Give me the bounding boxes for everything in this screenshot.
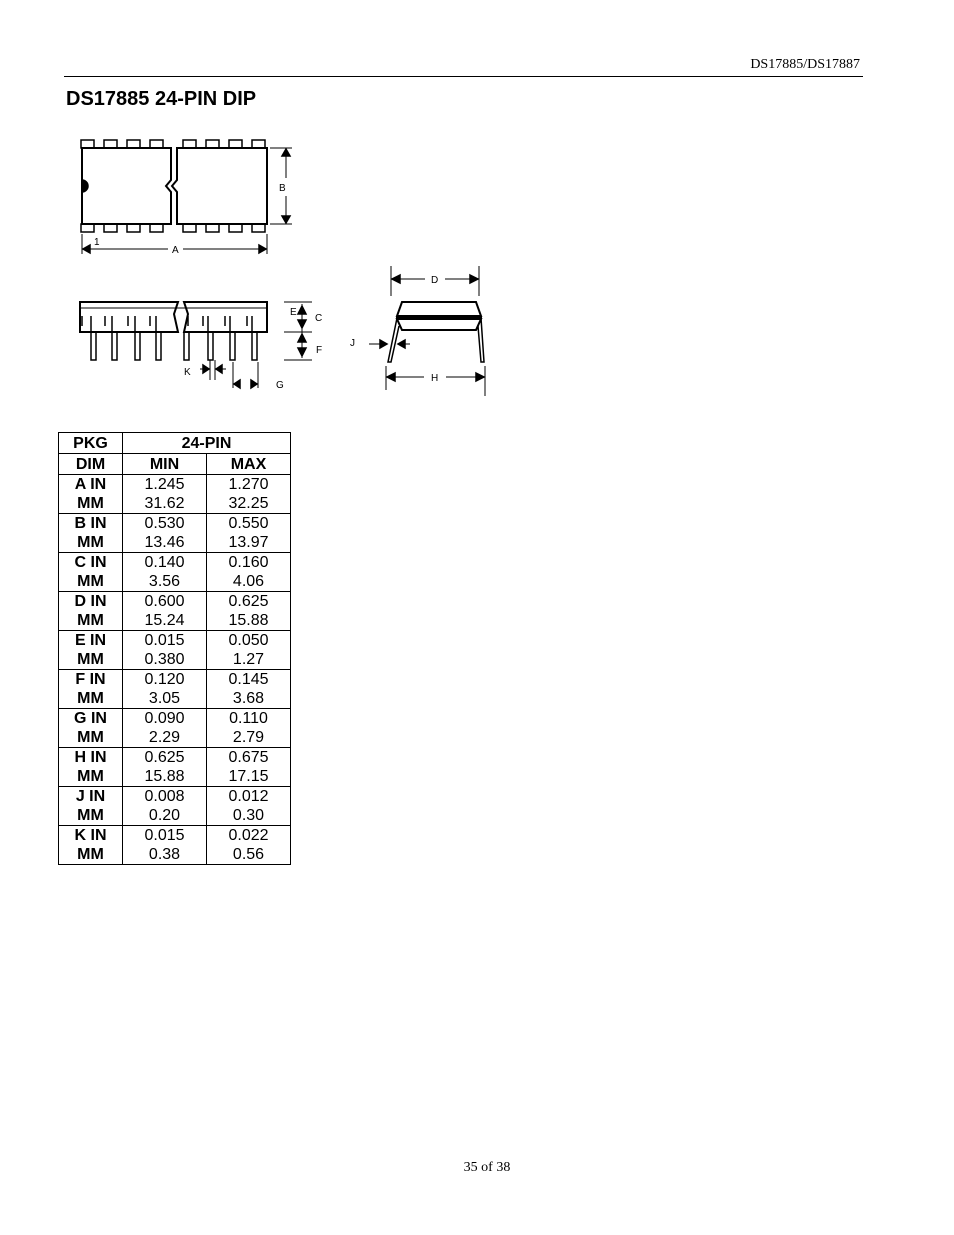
max-cell-inches: 0.550 xyxy=(228,515,269,532)
table-header-row xyxy=(59,433,291,454)
max-cell-millimeters: 3.68 xyxy=(232,690,265,707)
dim-cell-millimeters: MM xyxy=(77,768,104,785)
max-cell-inches: 0.022 xyxy=(228,827,269,844)
min-cell xyxy=(123,514,207,553)
max-cell xyxy=(207,475,291,514)
max-cell-inches: 0.110 xyxy=(229,710,268,727)
min-cell-millimeters: 15.88 xyxy=(144,768,185,785)
min-cell-inches: 0.090 xyxy=(144,710,185,727)
table-header-row xyxy=(59,454,291,475)
table-row xyxy=(59,826,291,865)
max-cell-inches: 0.050 xyxy=(228,632,269,649)
max-cell-inches: 0.160 xyxy=(228,554,269,571)
min-cell xyxy=(123,631,207,670)
min-cell-millimeters: 15.24 xyxy=(144,612,185,629)
min-cell-inches: 0.008 xyxy=(144,788,185,805)
dim-cell-millimeters: MM xyxy=(77,534,104,551)
package-header: 24-PIN xyxy=(123,433,291,454)
dim-cell-millimeters: MM xyxy=(77,690,104,707)
min-cell-inches: 0.140 xyxy=(144,554,185,571)
dim-label-h: H xyxy=(431,373,439,384)
dim-cell-inches: E IN xyxy=(74,632,107,649)
dim-cell-inches: D IN xyxy=(74,593,107,610)
header-part-numbers: DS17885/DS17887 xyxy=(750,57,860,72)
dim-header: DIM xyxy=(59,454,123,475)
max-cell xyxy=(207,592,291,631)
dim-label-g: G xyxy=(276,380,284,391)
dim-cell-millimeters: MM xyxy=(77,573,104,590)
dim-label-e: E xyxy=(290,307,297,318)
dim-cell-millimeters: MM xyxy=(77,612,104,629)
page-number: 35 of 38 xyxy=(463,1160,511,1175)
max-cell-millimeters: 2.79 xyxy=(232,729,265,746)
table-row xyxy=(59,787,291,826)
table-row xyxy=(59,475,291,514)
dim-cell xyxy=(59,748,123,787)
dim-cell-inches: B IN xyxy=(74,515,107,532)
min-cell-inches: 0.015 xyxy=(144,827,185,844)
min-cell xyxy=(123,748,207,787)
dim-cell-inches: G IN xyxy=(74,710,107,727)
max-cell xyxy=(207,709,291,748)
min-cell xyxy=(123,826,207,865)
dim-label-k: K xyxy=(184,367,191,378)
package-drawing xyxy=(60,130,500,400)
table-row xyxy=(59,670,291,709)
max-cell-millimeters: 0.56 xyxy=(232,846,265,863)
dim-label-b: B xyxy=(279,183,286,194)
dim-cell-inches: K IN xyxy=(74,827,107,844)
max-cell-inches: 0.625 xyxy=(228,593,269,610)
min-cell-millimeters: 0.20 xyxy=(148,807,181,824)
min-cell-millimeters: 31.62 xyxy=(144,495,185,512)
max-cell-inches: 0.012 xyxy=(228,788,269,805)
dim-cell-inches: J IN xyxy=(75,788,106,805)
header-rule xyxy=(64,76,863,77)
min-cell-inches: 0.625 xyxy=(144,749,185,766)
dim-label-j: J xyxy=(350,338,355,349)
dim-cell xyxy=(59,787,123,826)
max-cell-millimeters: 13.97 xyxy=(228,534,269,551)
table-row xyxy=(59,592,291,631)
dim-cell-millimeters: MM xyxy=(77,846,104,863)
dim-cell xyxy=(59,553,123,592)
min-cell xyxy=(123,553,207,592)
min-header: MIN xyxy=(123,454,207,475)
table-row xyxy=(59,514,291,553)
dimensions-table xyxy=(58,432,291,865)
min-cell xyxy=(123,670,207,709)
min-cell-inches: 1.245 xyxy=(144,476,185,493)
table-row xyxy=(59,748,291,787)
pin-one-label: 1 xyxy=(94,237,100,248)
dim-cell-inches: A IN xyxy=(74,476,107,493)
table-row xyxy=(59,553,291,592)
dim-label-f: F xyxy=(316,345,323,356)
max-header: MAX xyxy=(207,454,291,475)
dim-label-d: D xyxy=(431,275,439,286)
min-cell-inches: 0.120 xyxy=(144,671,185,688)
min-cell xyxy=(123,709,207,748)
min-cell-inches: 0.015 xyxy=(144,632,185,649)
side-view xyxy=(80,302,312,388)
min-cell-millimeters: 3.56 xyxy=(148,573,181,590)
dim-cell-millimeters: MM xyxy=(77,807,104,824)
dim-cell xyxy=(59,670,123,709)
max-cell xyxy=(207,631,291,670)
dim-cell-millimeters: MM xyxy=(77,495,104,512)
dim-cell-inches: C IN xyxy=(74,554,107,571)
min-cell-millimeters: 0.380 xyxy=(144,651,185,668)
max-cell-inches: 1.270 xyxy=(228,476,269,493)
max-cell xyxy=(207,748,291,787)
max-cell-millimeters: 32.25 xyxy=(228,495,269,512)
min-cell-millimeters: 3.05 xyxy=(148,690,181,707)
min-cell xyxy=(123,787,207,826)
max-cell-millimeters: 4.06 xyxy=(232,573,265,590)
min-cell-millimeters: 13.46 xyxy=(144,534,185,551)
min-cell xyxy=(123,475,207,514)
max-cell xyxy=(207,553,291,592)
max-cell-millimeters: 1.27 xyxy=(232,651,265,668)
table-body xyxy=(59,475,291,865)
min-cell-inches: 0.530 xyxy=(144,515,185,532)
max-cell-millimeters: 17.15 xyxy=(228,768,269,785)
max-cell xyxy=(207,787,291,826)
dim-cell-millimeters: MM xyxy=(77,651,104,668)
min-cell xyxy=(123,592,207,631)
dim-cell xyxy=(59,631,123,670)
dim-cell-inches: H IN xyxy=(74,749,107,766)
page-title: DS17885 24-PIN DIP xyxy=(66,88,257,110)
min-cell-millimeters: 0.38 xyxy=(148,846,181,863)
table-row xyxy=(59,709,291,748)
min-cell-millimeters: 2.29 xyxy=(148,729,181,746)
dim-cell xyxy=(59,826,123,865)
max-cell-inches: 0.145 xyxy=(228,671,269,688)
max-cell-millimeters: 0.30 xyxy=(232,807,265,824)
top-view xyxy=(81,140,292,254)
dim-cell xyxy=(59,592,123,631)
max-cell-inches: 0.675 xyxy=(228,749,269,766)
dim-cell-inches: F IN xyxy=(75,671,106,688)
table-row xyxy=(59,631,291,670)
dim-cell-millimeters: MM xyxy=(77,729,104,746)
dim-cell xyxy=(59,709,123,748)
end-view xyxy=(369,266,485,396)
min-cell-inches: 0.600 xyxy=(144,593,185,610)
max-cell xyxy=(207,670,291,709)
max-cell-millimeters: 15.88 xyxy=(228,612,269,629)
pkg-header: PKG xyxy=(59,433,123,454)
max-cell xyxy=(207,514,291,553)
dim-cell xyxy=(59,475,123,514)
dim-label-c: C xyxy=(315,313,323,324)
dim-cell xyxy=(59,514,123,553)
dim-label-a: A xyxy=(172,245,179,256)
max-cell xyxy=(207,826,291,865)
